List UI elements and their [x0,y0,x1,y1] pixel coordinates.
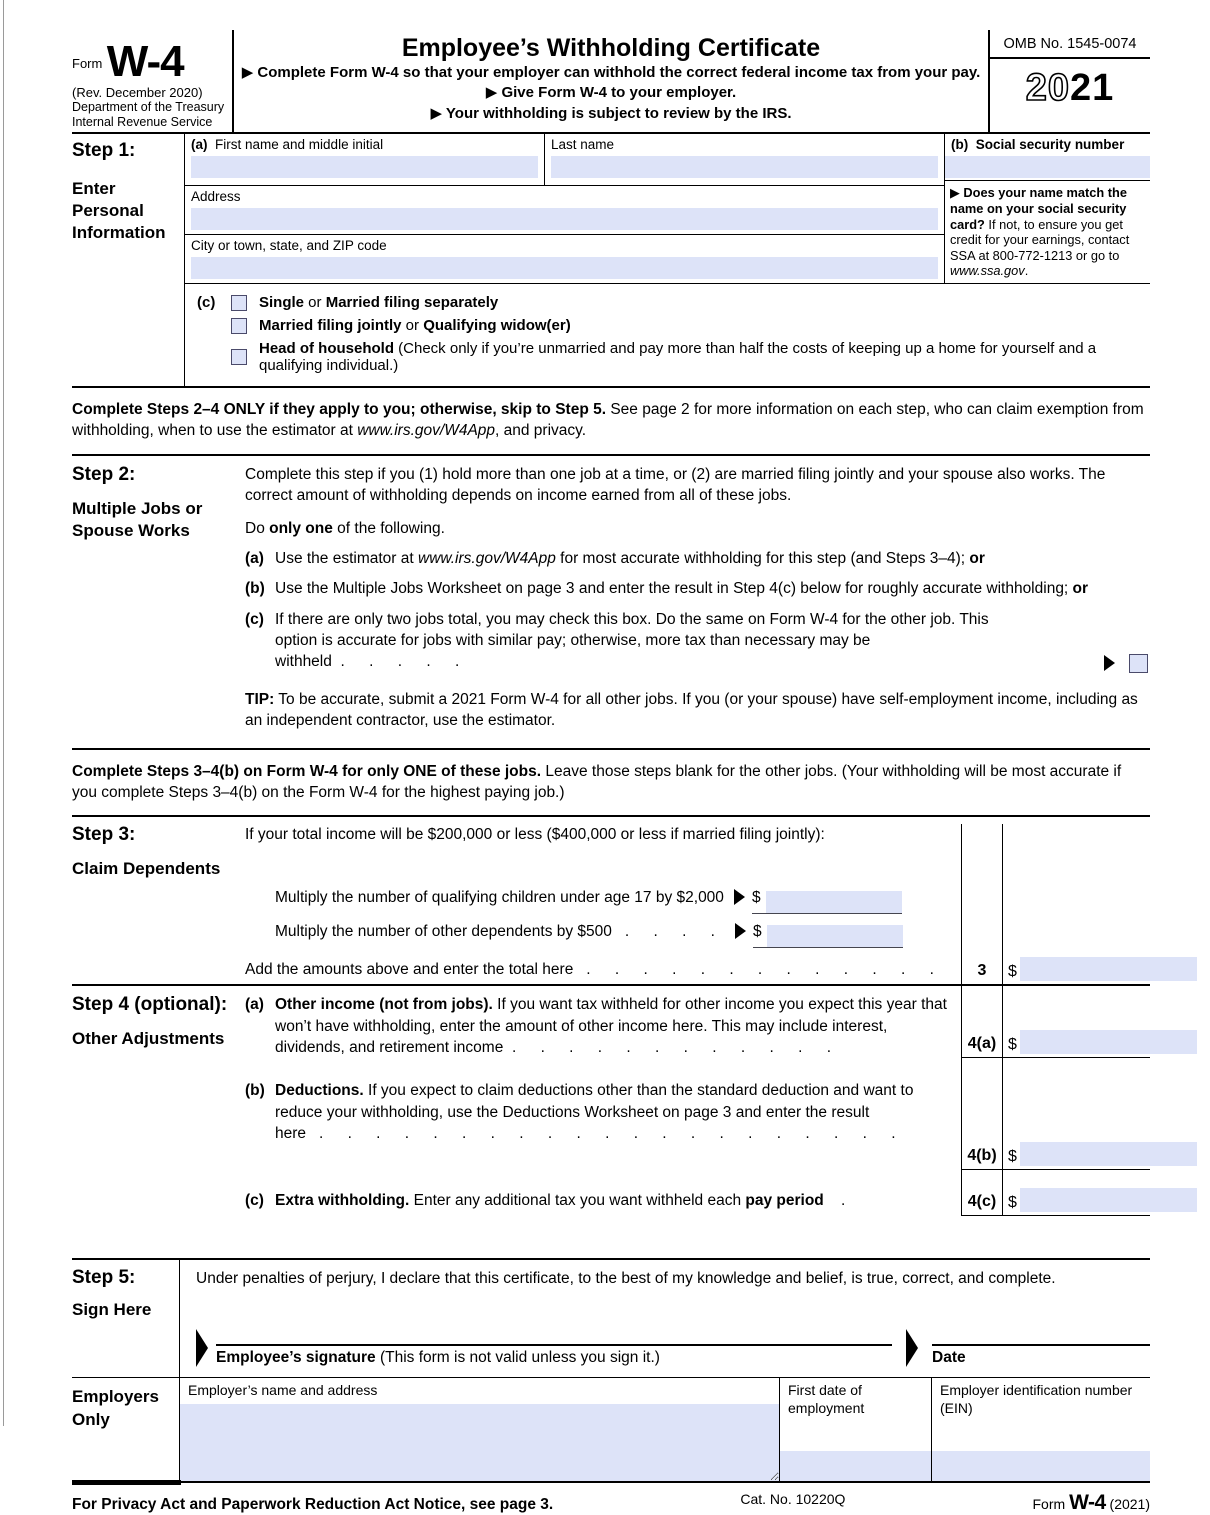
city-cell [185,235,944,284]
form-word: Form [72,56,103,71]
employer-name-label: Employer’s name and address [188,1382,378,1399]
form-instruction-3: ▶ Your withholding is subject to review by the IRS. [430,104,792,122]
filing-status-hoh-row [231,340,1150,374]
address-input[interactable] [191,208,938,230]
step3-section [72,817,1150,986]
ssn-cell [945,134,1150,181]
steps-2-4-note-end: , and privacy. [495,422,587,440]
step4-label: Step 4 (optional): [72,994,228,1016]
step1-label: Step 1: [72,140,136,161]
dollar-sign: $ [1008,1148,1017,1166]
ein-cell [932,1378,1150,1481]
or-text: or [304,294,326,311]
ssa-note-end: . [1024,263,1029,279]
employee-signature-line[interactable] [216,1316,892,1346]
dollar-sign: $ [753,922,762,940]
dollar-sign: $ [1008,1194,1017,1212]
line4b-amount-cell [1003,1058,1150,1170]
filing-status-group [185,284,1150,386]
w4app-link: www.irs.gov/W4App [418,549,556,567]
line4a-amount-input[interactable] [1020,1030,1197,1054]
date-arrow-icon [906,1329,918,1367]
steps-3-4b-note-text: Leave those steps blank for the other jobs. (Your withholding will be most accurate if you complete Steps 3–4(b) on the Form W-4 for the highest paying job.) [72,762,1122,801]
address-cell [185,186,944,235]
step3-dolcol [1003,824,1150,880]
step4-section [72,986,1150,1260]
step4b-text: (b) Deductions. If you expect to claim deductions other than the standard deduction and want to reduce your withholding, use the Deductions Worksheet on page 3 and enter the result here . . . . . . . . . . . . . . . . . . . . . [245,1082,914,1143]
steps-3-4b-note [72,750,1150,818]
step2-do-only-one: Do only one of the following. [245,519,445,537]
signature-caption: Employee’s signature (This form is not valid unless you sign it.) [216,1348,660,1366]
filing-status-joint-row [231,317,1150,334]
ssa-name-match-note [945,181,1150,284]
step4c-text: (c) Extra withholding. Enter any additional tax you want withheld each pay period . [245,1192,856,1210]
omb-number: OMB No. 1545-0074 [990,30,1150,59]
w4app-link: www.irs.gov/W4App [357,422,496,440]
step2-option-a: (a) Use the estimator at www.irs.gov/W4App for most accurate withholding for this step (and Steps 3–4); or [245,549,985,567]
last-name-label: Last name [551,137,615,152]
line4c-amount-cell [1003,1170,1150,1216]
steps-2-4-note [72,388,1150,456]
first-date-cell [780,1378,932,1481]
signature-arrow-icon [196,1329,208,1367]
dollar-sign: $ [1008,1036,1017,1054]
step3-children-line: Multiply the number of qualifying children under age 17 by $2,000 $ [245,880,961,914]
step3-label: Step 3: [72,824,136,846]
married-jointly-label: Married filing jointly [259,317,402,334]
first-name-input[interactable] [191,156,538,178]
last-name-cell [545,134,944,185]
form-header [72,30,1150,134]
employers-only-section [72,1378,1150,1483]
privacy-act-notice: For Privacy Act and Paperwork Reduction Act Notice, see page 3. [72,1496,554,1514]
line3-amount-cell [1003,948,1150,984]
form-revision: (Rev. December 2020) [72,85,203,100]
ssa-gov-link: www.ssa.gov [950,263,1025,279]
form-title: Employee’s Withholding Certificate [401,34,821,62]
arrow-right-icon [734,889,745,905]
step3-other-dependents-line: Multiply the number of other dependents by $500 . . . . $ [245,914,961,948]
label-b-tag: (b) [951,137,969,152]
dot-leader: . [841,1192,856,1210]
form-number-footer: Form W-4 (2021) [1032,1491,1150,1515]
step4-sublabel: Other Adjustments [72,1029,225,1049]
first-name-cell [185,134,545,185]
year-bold: 21 [1070,67,1115,109]
filing-status-single-row [231,294,1150,311]
steps-3-4b-note-bold: Complete Steps 3–4(b) on Form W-4 for only ONE of these jobs. [72,762,542,780]
married-separately-label: Married filing separately [325,294,499,311]
dot-leader: . . . . . [340,653,470,671]
ssa-note-bold: ▶ Does your name match the name on your social security card? [950,185,1127,232]
label-c-tag: (c) [197,294,216,311]
page-edge-line [3,0,4,1426]
city-input[interactable] [191,257,938,279]
line4c-amount-input[interactable] [1020,1188,1197,1212]
form-agency: Internal Revenue Service [72,115,213,130]
year-outline: 20 [1025,67,1070,109]
first-date-label: First date of employment [788,1382,865,1416]
step3-total-line: Add the amounts above and enter the total here . . . . . . . . . . . . . [245,948,961,984]
dot-leader: . . . . [624,922,725,940]
form-title-block [232,30,990,132]
ein-label: Employer identification number (EIN) [940,1382,1133,1416]
married-jointly-checkbox[interactable] [231,318,247,334]
step3-intro: If your total income will be $200,000 or less ($400,000 or less if married filing jointly): [245,826,825,844]
step5-label: Step 5: [72,1267,136,1289]
line4b-amount-input[interactable] [1020,1142,1197,1166]
step5-sublabel: Sign Here [72,1300,152,1320]
line4c-number: 4(c) [961,1170,1003,1216]
label-a-tag: (a) [191,137,208,152]
or-text: or [401,317,424,334]
qualifying-widow-label: Qualifying widow(er) [423,317,571,334]
line4a-amount-cell [1003,986,1150,1058]
step2-section [72,456,1150,750]
line4b-number: 4(b) [961,1058,1003,1170]
ssn-label: Social security number [975,137,1125,152]
line3-amount-input[interactable] [1020,957,1197,981]
address-label: Address [191,189,241,204]
head-of-household-label: Head of household [259,340,394,357]
steps-2-4-note-text: See page 2 for more information on each step, who can claim exemption from withholding, when to use the estimator at [72,401,1144,440]
step4a-text: (a) Other income (not from jobs). If you want tax withheld for other income you expect this year that won’t have withholding, enter the amount of other income here. This may include interest, dividends, and retirement income . . . . . . . . . . . . [245,996,947,1057]
date-line[interactable] [932,1316,1150,1346]
single-label: Single [259,294,305,311]
step2-tip: TIP: To be accurate, submit a 2021 Form W-4 for all other jobs. If you (or your spouse) have self-employment income, including as an independent contractor, use the estimator. [245,690,1138,730]
step2-sublabel: Multiple Jobs or Spouse Works [72,498,203,540]
form-department: Department of the Treasury [72,100,225,114]
form-id-block [72,30,232,132]
step3-numcol [961,824,1003,880]
last-name-input[interactable] [551,156,938,178]
date-label: Date [932,1348,966,1366]
omb-year-block [990,30,1150,132]
perjury-declaration: Under penalties of perjury, I declare that this certificate, to the best of my knowledge and belief, is true, correct, and complete. [196,1270,1056,1288]
form-number: W-4 [106,37,184,86]
single-checkbox[interactable] [231,295,247,311]
qualifying-children-amount-input[interactable] [766,891,902,913]
step2-option-c: (c) If there are only two jobs total, you may check this box. Do the same on Form W-4 for the other job. This option is accurate for jobs with similar pay; otherwise, more tax than necessary may be withheld . . . . . [245,609,1150,673]
head-of-household-note: (Check only if you’re unmarried and pay more than half the costs of keeping up a home for yourself and a qualifying individual.) [259,340,1097,374]
step1-section [72,134,1150,388]
step2-label: Step 2: [72,463,136,485]
dot-leader: . . . . . . . . . . . . . [586,960,944,978]
ssn-input[interactable] [945,156,1150,178]
step2-option-b: (b) Use the Multiple Jobs Worksheet on page 3 and enter the result in Step 4(c) below for roughly accurate withholding; or [245,580,1089,598]
form-instruction-2: ▶ Give Form W-4 to your employer. [485,84,737,102]
other-dependents-amount-input[interactable] [767,925,903,947]
first-name-label: First name and middle initial [215,137,384,152]
page-footer [72,1483,1150,1515]
arrow-right-icon [1104,655,1115,671]
step2-intro: Complete this step if you (1) hold more than one job at a time, or (2) are married filing jointly and your spouse also works. The correct amount of withholding depends on income earned from all of these jobs. [245,465,1106,505]
steps-2-4-note-bold: Complete Steps 2–4 ONLY if they apply to you; otherwise, skip to Step 5. [72,401,607,418]
city-label: City or town, state, and ZIP code [191,238,387,253]
first-date-input[interactable] [780,1451,931,1481]
dot-leader: . . . . . . . . . . . . [511,1039,842,1057]
dollar-sign: $ [751,888,761,906]
head-of-household-checkbox[interactable] [231,349,247,365]
ein-input[interactable] [932,1451,1150,1481]
catalog-number: Cat. No. 10220Q [740,1491,846,1508]
step1-label-col [72,134,185,386]
employer-name-cell [180,1378,780,1481]
employer-name-input[interactable] [180,1404,779,1482]
dollar-sign: $ [1008,963,1017,981]
step5-section [72,1260,1150,1378]
dot-leader: . . . . . . . . . . . . . . . . . . . . . [318,1125,906,1143]
step3-sublabel: Claim Dependents [72,859,221,879]
line4a-number: 4(a) [961,986,1003,1058]
step1-sublabel: Enter Personal Information [72,179,166,243]
line3-number: 3 [961,948,1003,984]
arrow-right-icon [735,923,746,939]
form-year [990,59,1150,110]
form-instruction-1: ▶ Complete Form W-4 so that your employer can withhold the correct federal income tax from your pay. [241,64,981,81]
two-jobs-checkbox[interactable] [1129,654,1148,673]
ssa-note-text: If not, to ensure you get credit for your earnings, contact SSA at 800-772-1213 or go to [950,216,1130,263]
employers-only-label: Employers Only [72,1387,159,1429]
